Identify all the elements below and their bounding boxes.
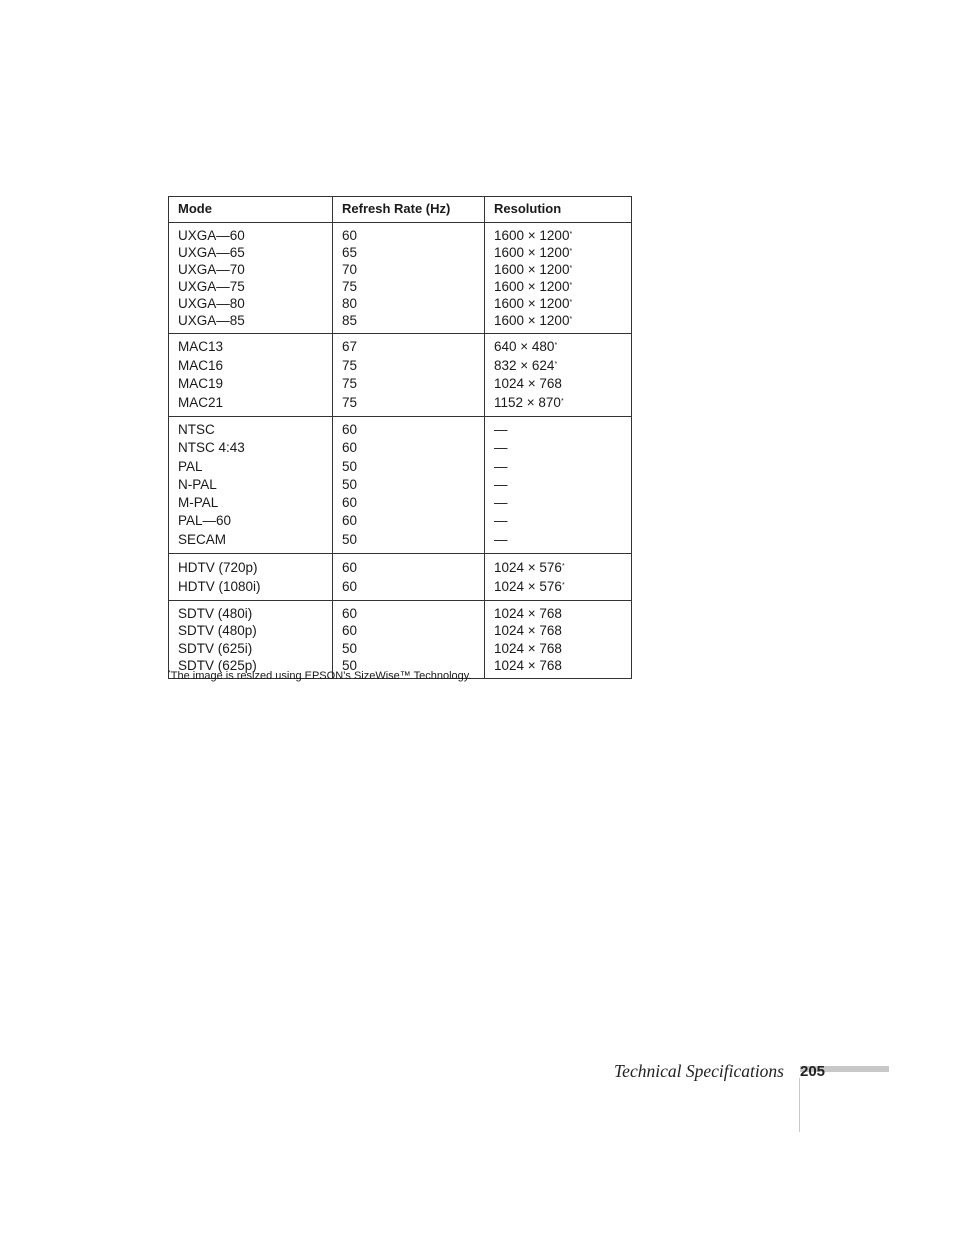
resolution-text: 1600 × 1200 bbox=[494, 296, 570, 311]
mode-text: PAL bbox=[178, 458, 203, 474]
resolution-value bbox=[494, 375, 631, 394]
refresh-rate-table bbox=[168, 196, 632, 679]
resolution-text: — bbox=[494, 531, 508, 547]
mode-text: MAC21 bbox=[178, 394, 224, 410]
mode-value bbox=[178, 244, 332, 261]
resize-footnote-mark: * bbox=[569, 265, 573, 272]
resolution-text: 1024 × 768 bbox=[494, 376, 562, 391]
rate-value bbox=[342, 458, 484, 476]
resolution-value bbox=[494, 312, 631, 329]
rate-text: 60 bbox=[342, 623, 358, 639]
resize-footnote-mark: * bbox=[569, 299, 573, 306]
table-header-row bbox=[169, 197, 632, 223]
resolution-value bbox=[494, 640, 631, 657]
rate-value bbox=[342, 605, 484, 622]
resolution-text: 1152 × 870 bbox=[494, 394, 561, 410]
rate-text: 60 bbox=[342, 495, 358, 511]
table-cell-mode bbox=[169, 417, 333, 554]
mode-text: HDTV (720p) bbox=[178, 560, 258, 576]
mode-text: SDTV (480p) bbox=[178, 623, 257, 639]
rate-text: 50 bbox=[342, 458, 358, 474]
rate-value bbox=[342, 476, 484, 494]
resolution-value bbox=[494, 605, 631, 622]
rate-text: 85 bbox=[342, 313, 358, 328]
resolution-value bbox=[494, 558, 631, 577]
rate-text: 60 bbox=[342, 228, 358, 243]
table-body bbox=[169, 223, 632, 679]
mode-text: PAL—60 bbox=[178, 513, 232, 529]
header-resolution: Resolution bbox=[485, 197, 632, 223]
table-row-group bbox=[169, 601, 632, 679]
mode-text: SECAM bbox=[178, 531, 227, 547]
resolution-text: 1024 × 576 bbox=[494, 579, 562, 595]
rate-text: 60 bbox=[342, 560, 358, 576]
rate-value bbox=[342, 494, 484, 512]
resolution-value bbox=[494, 295, 631, 312]
rate-value bbox=[342, 244, 484, 261]
mode-text: SDTV (480i) bbox=[178, 606, 253, 622]
resolution-text: 1600 × 1200 bbox=[494, 313, 570, 328]
mode-text: UXGA—70 bbox=[178, 262, 245, 277]
footer-section-title: Technical Specifications bbox=[614, 1061, 784, 1081]
rate-text: 50 bbox=[342, 476, 358, 492]
table-cell-resolution bbox=[485, 223, 632, 334]
rate-text: 60 bbox=[342, 513, 358, 529]
table-row-group bbox=[169, 417, 632, 554]
mode-text: UXGA—75 bbox=[178, 279, 245, 294]
mode-value bbox=[178, 577, 332, 596]
rate-value bbox=[342, 338, 484, 357]
rate-value bbox=[342, 278, 484, 295]
rate-text: 50 bbox=[342, 531, 358, 547]
mode-value bbox=[178, 494, 332, 512]
mode-value bbox=[178, 531, 332, 549]
rate-text: 60 bbox=[342, 579, 358, 595]
mode-value bbox=[178, 622, 332, 639]
resolution-value bbox=[494, 357, 631, 376]
mode-value bbox=[178, 640, 332, 657]
resolution-text: 1600 × 1200 bbox=[494, 279, 570, 294]
table-cell-mode bbox=[169, 223, 333, 334]
table-cell-resolution bbox=[485, 334, 632, 417]
mode-value bbox=[178, 227, 332, 244]
mode-value bbox=[178, 278, 332, 295]
rate-value bbox=[342, 261, 484, 278]
resolution-text: 1600 × 1200 bbox=[494, 245, 570, 260]
table-cell-rate bbox=[333, 554, 485, 601]
resize-footnote-mark: * bbox=[561, 563, 565, 571]
resolution-text: 1024 × 768 bbox=[494, 640, 562, 656]
mode-text: UXGA—80 bbox=[178, 296, 245, 311]
footnote-text: The image is resized using EPSON’s SizeWise™ Technology. bbox=[170, 670, 472, 682]
resize-footnote-mark: * bbox=[554, 342, 558, 349]
table-cell-rate bbox=[333, 223, 485, 334]
mode-text: NTSC bbox=[178, 422, 215, 437]
mode-value bbox=[178, 512, 332, 530]
resolution-value bbox=[494, 394, 631, 413]
resolution-text: — bbox=[494, 476, 508, 492]
resolution-text: 1024 × 768 bbox=[494, 623, 562, 639]
resize-footnote-mark: * bbox=[569, 248, 573, 255]
rate-value bbox=[342, 375, 484, 394]
rate-text: 50 bbox=[342, 640, 358, 656]
resize-footnote-mark: * bbox=[554, 360, 558, 368]
resolution-text: 1024 × 768 bbox=[494, 657, 562, 673]
table-footnote bbox=[168, 670, 472, 682]
resolution-text: 1600 × 1200 bbox=[494, 228, 570, 243]
rate-value bbox=[342, 227, 484, 244]
header-mode: Mode bbox=[169, 197, 333, 223]
table-row-group bbox=[169, 334, 632, 417]
mode-value bbox=[178, 421, 332, 439]
page-number: 205 bbox=[800, 1063, 826, 1080]
resize-footnote-mark: * bbox=[569, 316, 573, 323]
table-row-group bbox=[169, 223, 632, 334]
resolution-value bbox=[494, 261, 631, 278]
resolution-text: 1024 × 576 bbox=[494, 560, 562, 576]
mode-text: UXGA—65 bbox=[178, 245, 245, 260]
mode-text: UXGA—60 bbox=[178, 228, 245, 243]
resolution-value bbox=[494, 622, 631, 639]
mode-value bbox=[178, 261, 332, 278]
rate-text: 60 bbox=[342, 440, 358, 456]
resolution-text: — bbox=[494, 458, 508, 474]
resolution-text: 1024 × 768 bbox=[494, 606, 562, 622]
mode-text: MAC16 bbox=[178, 357, 224, 373]
mode-text: NTSC 4:43 bbox=[178, 440, 245, 456]
footnote-mark: * bbox=[168, 670, 171, 677]
mode-text: M-PAL bbox=[178, 495, 219, 511]
table-cell-resolution bbox=[485, 601, 632, 679]
rate-text: 50 bbox=[342, 657, 358, 673]
resize-footnote-mark: * bbox=[561, 582, 565, 590]
rate-value bbox=[342, 558, 484, 577]
resolution-value bbox=[494, 244, 631, 261]
mode-text: HDTV (1080i) bbox=[178, 579, 261, 595]
rate-value bbox=[342, 394, 484, 413]
table-cell-rate bbox=[333, 334, 485, 417]
mode-value bbox=[178, 476, 332, 494]
resolution-text: 640 × 480 bbox=[494, 339, 555, 354]
table-cell-rate bbox=[333, 601, 485, 679]
mode-value bbox=[178, 295, 332, 312]
mode-text: UXGA—85 bbox=[178, 313, 245, 328]
header-refresh-rate: Refresh Rate (Hz) bbox=[333, 197, 485, 223]
mode-text: SDTV (625p) bbox=[178, 657, 257, 673]
footer-vertical-rule bbox=[799, 1078, 800, 1132]
resolution-text: — bbox=[494, 513, 508, 529]
resolution-text: — bbox=[494, 422, 508, 437]
resolution-value bbox=[494, 338, 631, 357]
mode-value bbox=[178, 458, 332, 476]
resolution-value bbox=[494, 439, 631, 457]
table-cell-mode bbox=[169, 601, 333, 679]
mode-text: SDTV (625i) bbox=[178, 640, 253, 656]
resolution-value bbox=[494, 458, 631, 476]
rate-value bbox=[342, 312, 484, 329]
mode-value bbox=[178, 312, 332, 329]
resize-footnote-mark: * bbox=[560, 397, 564, 405]
rate-text: 75 bbox=[342, 376, 358, 391]
table-cell-resolution bbox=[485, 417, 632, 554]
resize-footnote-mark: * bbox=[569, 282, 573, 289]
mode-value bbox=[178, 394, 332, 413]
table-cell-rate bbox=[333, 417, 485, 554]
table-cell-mode bbox=[169, 554, 333, 601]
rate-text: 80 bbox=[342, 296, 358, 311]
mode-value bbox=[178, 375, 332, 394]
mode-text: MAC13 bbox=[178, 339, 224, 354]
rate-value bbox=[342, 622, 484, 639]
resolution-value bbox=[494, 476, 631, 494]
resolution-value bbox=[494, 421, 631, 439]
rate-text: 67 bbox=[342, 339, 358, 354]
rate-text: 75 bbox=[342, 279, 358, 294]
mode-value bbox=[178, 357, 332, 376]
rate-value bbox=[342, 295, 484, 312]
rate-value bbox=[342, 357, 484, 376]
table-cell-mode bbox=[169, 334, 333, 417]
mode-text: N-PAL bbox=[178, 476, 217, 492]
rate-text: 60 bbox=[342, 606, 358, 622]
rate-text: 65 bbox=[342, 245, 358, 260]
resolution-text: 832 × 624 bbox=[494, 357, 555, 373]
resolution-value bbox=[494, 278, 631, 295]
rate-value bbox=[342, 421, 484, 439]
table-row-group bbox=[169, 554, 632, 601]
rate-value bbox=[342, 577, 484, 596]
table-cell-resolution bbox=[485, 554, 632, 601]
resize-footnote-mark: * bbox=[569, 231, 573, 238]
resolution-value bbox=[494, 657, 631, 674]
mode-value bbox=[178, 338, 332, 357]
rate-value bbox=[342, 439, 484, 457]
resolution-text: — bbox=[494, 440, 508, 456]
resolution-text: 1600 × 1200 bbox=[494, 262, 570, 277]
rate-value bbox=[342, 531, 484, 549]
mode-value bbox=[178, 558, 332, 577]
rate-text: 75 bbox=[342, 357, 358, 373]
resolution-value bbox=[494, 577, 631, 596]
rate-value bbox=[342, 512, 484, 530]
resolution-text: — bbox=[494, 495, 508, 511]
rate-text: 70 bbox=[342, 262, 358, 277]
resolution-value bbox=[494, 531, 631, 549]
mode-value bbox=[178, 439, 332, 457]
rate-value bbox=[342, 640, 484, 657]
resolution-value bbox=[494, 494, 631, 512]
rate-text: 60 bbox=[342, 422, 358, 437]
mode-text: MAC19 bbox=[178, 376, 224, 391]
resolution-value bbox=[494, 512, 631, 530]
rate-text: 75 bbox=[342, 394, 358, 410]
resolution-value bbox=[494, 227, 631, 244]
mode-value bbox=[178, 605, 332, 622]
